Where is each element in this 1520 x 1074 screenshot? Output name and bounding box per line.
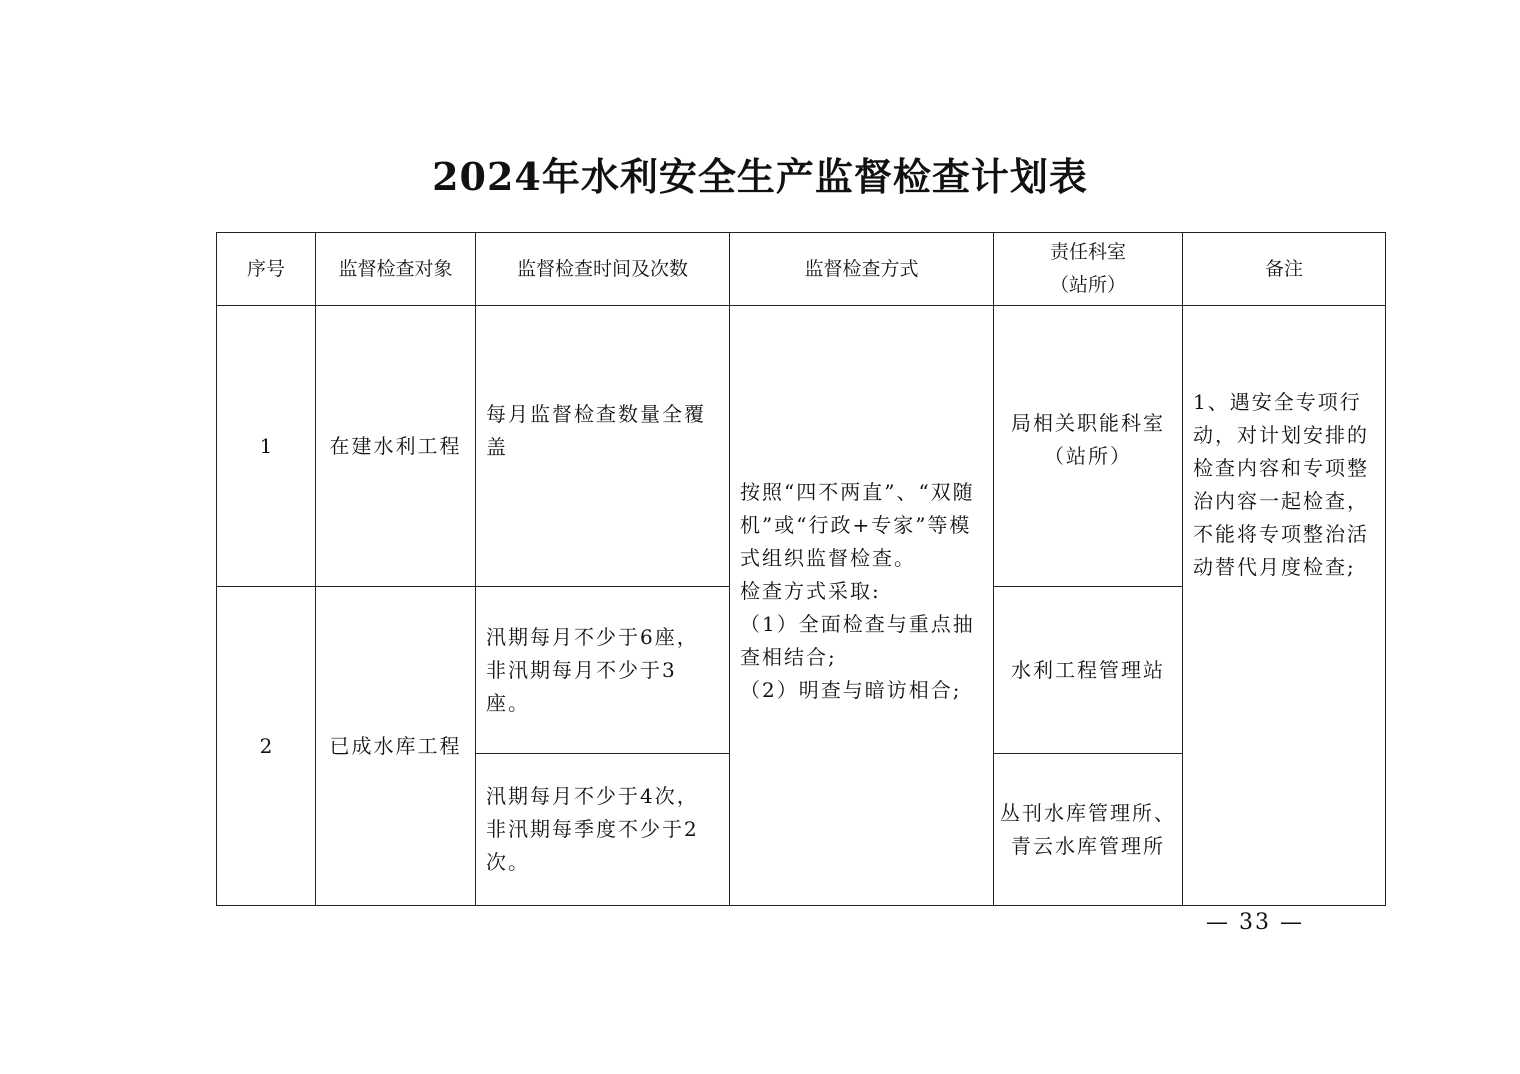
row2-dept-b-line2: 青云水库管理所 — [1011, 833, 1165, 858]
header-dept — [994, 233, 1183, 306]
header-time: 监督检查时间及次数 — [476, 233, 730, 306]
row2-time-a: 汛期每月不少于6座，非汛期每月不少于3座。 — [476, 587, 730, 754]
header-method: 监督检查方式 — [730, 233, 994, 306]
row2-dept-b — [994, 754, 1183, 906]
page-number: — 33 — — [1206, 910, 1304, 935]
row2-dept-a: 水利工程管理站 — [994, 587, 1183, 754]
row1-dept-line2: （站所） — [1044, 444, 1132, 468]
page-title: 2024年水利安全生产监督检查计划表 — [432, 154, 1088, 199]
header-dept-line1: 责任科室 — [1049, 241, 1126, 263]
header-remark: 备注 — [1183, 233, 1386, 306]
row2-object: 已成水库工程 — [316, 587, 476, 906]
method-p1: 按照“四不两直”、“双随机”或“行政+专家”等模式组织监督检查。 — [740, 480, 975, 570]
method-cell — [730, 306, 994, 906]
header-dept-line2: （站所） — [1049, 274, 1126, 296]
method-p4: （2）明查与暗访相合; — [740, 678, 962, 702]
row2-dept-b-line1: 丛刊水库管理所、 — [1000, 800, 1176, 825]
row2-time-b: 汛期每月不少于4次，非汛期每季度不少于2次。 — [476, 754, 730, 906]
method-p2: 检查方式采取: — [740, 579, 881, 603]
row1-dept-line1: 局相关职能科室 — [1011, 411, 1165, 435]
inspection-plan-table — [216, 232, 1386, 906]
row1-object: 在建水利工程 — [316, 306, 476, 587]
row1-seq: 1 — [217, 306, 316, 587]
header-row — [217, 233, 1386, 306]
remark-cell — [1183, 306, 1386, 906]
row2-seq: 2 — [217, 587, 316, 906]
remark-text: 1、遇安全专项行动，对计划安排的检查内容和专项整治内容一起检查，不能将专项整治活动替代月度检查; — [1193, 389, 1369, 579]
method-p3: （1）全面检查与重点抽查相结合; — [740, 612, 975, 669]
table-row — [217, 306, 1386, 587]
header-object: 监督检查对象 — [316, 233, 476, 306]
row1-time: 每月监督检查数量全覆盖 — [476, 306, 730, 587]
header-seq: 序号 — [217, 233, 316, 306]
row1-dept — [994, 306, 1183, 587]
